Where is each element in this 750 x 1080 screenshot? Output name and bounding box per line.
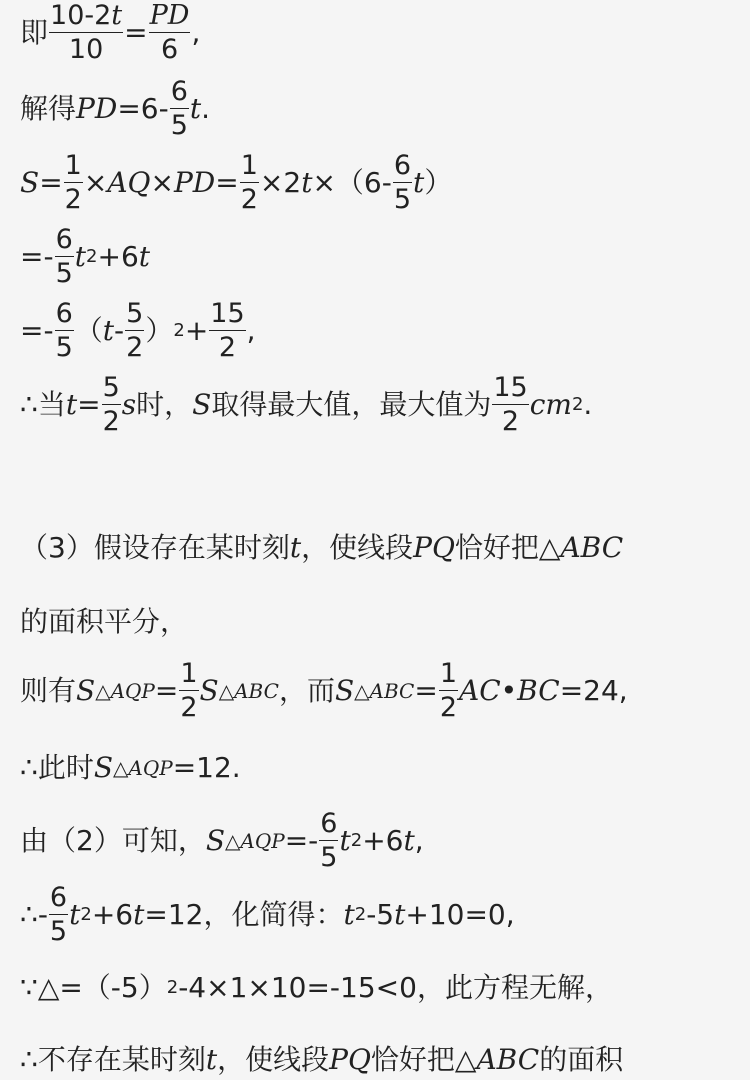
fraction bbox=[492, 371, 528, 437]
text: 恰好把△ bbox=[454, 531, 561, 564]
text: + bbox=[184, 314, 209, 347]
text: ×（6- bbox=[312, 166, 392, 199]
fraction bbox=[102, 371, 121, 437]
text: ，而 bbox=[278, 674, 335, 707]
numerator: 1 bbox=[64, 152, 83, 183]
fraction bbox=[49, 2, 123, 65]
denominator: 2 bbox=[501, 406, 520, 437]
line-7 bbox=[20, 528, 740, 568]
text: =24, bbox=[559, 674, 628, 707]
text: （ bbox=[74, 314, 103, 347]
variable: PD bbox=[76, 92, 118, 125]
variable: t bbox=[65, 388, 78, 421]
denominator: 2 bbox=[240, 184, 258, 215]
text: 解得 bbox=[20, 92, 77, 125]
numerator: 6 bbox=[319, 810, 338, 841]
variable: t bbox=[394, 898, 406, 931]
text: 的面积 bbox=[539, 1043, 624, 1076]
line-14 bbox=[20, 1040, 740, 1080]
denominator: 2 bbox=[180, 692, 198, 723]
denominator: 2 bbox=[126, 332, 144, 363]
variable: t bbox=[138, 240, 151, 273]
variable: BC bbox=[517, 674, 560, 707]
variable: cm bbox=[529, 388, 572, 421]
text: +6 bbox=[362, 824, 404, 857]
text: = bbox=[414, 674, 438, 707]
line-6: ∴当 t = $\frac{5}{2}$ s 时， S 取得最大值，最大值为 $\frac{15}{2}$ cm 2 . bbox=[20, 371, 593, 437]
text: =12. bbox=[172, 751, 241, 784]
text: . bbox=[201, 92, 211, 125]
denominator: 2 bbox=[64, 184, 82, 215]
fraction bbox=[49, 881, 68, 947]
numerator: PD bbox=[149, 2, 191, 33]
variable: t bbox=[189, 92, 202, 125]
variable: S bbox=[205, 824, 226, 857]
variable: t bbox=[343, 898, 355, 931]
variable: t bbox=[205, 1043, 218, 1076]
text: 时， bbox=[136, 388, 193, 421]
line-3 bbox=[20, 149, 740, 215]
denominator: 5 bbox=[393, 184, 412, 215]
numerator: 15 bbox=[209, 300, 245, 331]
text: ，使线段 bbox=[217, 1043, 330, 1076]
numerator: 1 bbox=[240, 152, 259, 183]
line-1 bbox=[20, 2, 740, 64]
numerator: 6 bbox=[170, 78, 189, 109]
text: × bbox=[150, 166, 174, 199]
variable: PD bbox=[173, 166, 216, 199]
denominator: 2 bbox=[218, 332, 237, 363]
denominator: 2 bbox=[102, 406, 120, 437]
line-13: ∵△=（-5） 2 -4×1×10=-15<0，此方程无解， bbox=[20, 971, 613, 1004]
text: =- bbox=[284, 824, 319, 857]
denominator: 5 bbox=[49, 916, 68, 947]
fraction bbox=[393, 149, 412, 215]
text: • bbox=[500, 674, 518, 707]
text: =- bbox=[20, 314, 54, 347]
text: , bbox=[191, 16, 201, 49]
numerator: 5 bbox=[125, 300, 144, 331]
fraction bbox=[439, 657, 458, 723]
text: =- bbox=[20, 240, 54, 273]
text: （3）假设存在某时刻 bbox=[20, 531, 290, 564]
variable: ABC bbox=[476, 1043, 540, 1076]
line-10: ∴此时 S △AQP =12. bbox=[20, 751, 241, 784]
denominator: 6 bbox=[160, 34, 179, 65]
variable: PQ bbox=[329, 1043, 371, 1076]
variable: ABC bbox=[560, 531, 624, 564]
variable: S bbox=[93, 751, 114, 784]
variable: S bbox=[334, 674, 355, 707]
text: × bbox=[83, 166, 108, 199]
text: . bbox=[583, 388, 593, 421]
fraction bbox=[209, 297, 245, 363]
text: ∵△=（-5） bbox=[20, 971, 167, 1004]
text: ∴- bbox=[20, 898, 48, 931]
text: ） bbox=[145, 314, 174, 347]
text: +10=0, bbox=[405, 898, 515, 931]
text: ∴不存在某时刻 bbox=[20, 1043, 206, 1076]
numerator: 1 bbox=[439, 660, 458, 691]
text: = bbox=[154, 674, 179, 707]
denominator: 5 bbox=[55, 258, 73, 289]
text: ∴当 bbox=[20, 388, 66, 421]
variable: S bbox=[192, 388, 212, 421]
line-11: 由（2）可知， S △AQP =- $\frac{6}{5}$ t 2 +6 t , bbox=[20, 807, 424, 873]
variable: AC bbox=[459, 674, 501, 707]
text: ） bbox=[424, 166, 453, 199]
text: ，使线段 bbox=[301, 531, 414, 564]
fraction bbox=[64, 149, 83, 215]
text: , bbox=[246, 314, 256, 347]
text: 恰好把△ bbox=[370, 1043, 477, 1076]
fraction bbox=[55, 297, 74, 363]
numerator: 6 bbox=[55, 300, 74, 331]
text: , bbox=[414, 824, 424, 857]
variable: t bbox=[74, 240, 87, 273]
variable: PQ bbox=[413, 531, 455, 564]
numerator: 6 bbox=[393, 152, 412, 183]
text: 取得最大值，最大值为 bbox=[211, 388, 492, 421]
text: 即 bbox=[20, 16, 49, 49]
text: -4×1×10=-15<0，此方程无解， bbox=[178, 971, 613, 1004]
variable: AQ bbox=[107, 166, 151, 199]
numerator: 1 bbox=[179, 660, 198, 691]
variable: t bbox=[289, 531, 302, 564]
text: 由（2）可知， bbox=[20, 824, 206, 857]
text: = bbox=[215, 166, 239, 199]
line-9: 则有 S △AQP = $\frac{1}{2}$ S △ABC ，而 S △ABC = $\frac{1}{2}$ AC • BC =24, bbox=[20, 657, 628, 723]
variable: t bbox=[301, 166, 313, 199]
line-8 bbox=[20, 602, 740, 642]
variable: t bbox=[413, 166, 425, 199]
variable: t bbox=[111, 0, 123, 31]
text: - bbox=[114, 314, 125, 347]
text: = bbox=[124, 16, 148, 49]
variable: S bbox=[76, 674, 96, 707]
denominator: 10 bbox=[68, 34, 104, 65]
text: = bbox=[77, 388, 101, 421]
line-2 bbox=[20, 75, 740, 141]
numerator: 15 bbox=[492, 374, 528, 405]
text: ×2 bbox=[259, 166, 302, 199]
text: =6- bbox=[117, 92, 169, 125]
numerator: 10-2 bbox=[50, 0, 112, 31]
denominator: 2 bbox=[439, 692, 457, 723]
variable: s bbox=[121, 388, 137, 421]
fraction bbox=[149, 2, 191, 65]
variable: t bbox=[133, 898, 145, 931]
denominator: 5 bbox=[55, 332, 73, 363]
fraction bbox=[319, 807, 338, 873]
numerator: 5 bbox=[102, 374, 121, 405]
text: =12，化简得： bbox=[144, 898, 344, 931]
numerator: 6 bbox=[55, 226, 74, 257]
variable: S bbox=[20, 166, 40, 199]
text: -5 bbox=[366, 898, 395, 931]
fraction bbox=[170, 75, 189, 141]
variable: S bbox=[199, 674, 219, 707]
numerator: 6 bbox=[49, 884, 68, 915]
text: = bbox=[39, 166, 63, 199]
denominator: 5 bbox=[320, 842, 338, 873]
text: 则有 bbox=[20, 674, 77, 707]
text: +6 bbox=[91, 898, 134, 931]
text: 的面积平分， bbox=[20, 605, 189, 638]
line-4: =- $\frac{6}{5}$ t 2 +6 t bbox=[20, 223, 151, 289]
fraction bbox=[55, 223, 74, 289]
text: ∴此时 bbox=[20, 751, 94, 784]
fraction bbox=[179, 657, 198, 723]
fraction bbox=[240, 149, 259, 215]
variable: t bbox=[69, 898, 81, 931]
denominator: 5 bbox=[170, 110, 188, 141]
fraction bbox=[125, 297, 144, 363]
variable: t bbox=[339, 824, 351, 857]
text: +6 bbox=[97, 240, 139, 273]
variable: t bbox=[102, 314, 115, 347]
variable: t bbox=[403, 824, 415, 857]
line-5: =- $\frac{6}{5}$ （ t - $\frac{5}{2}$ ） 2 + $\frac{15}{2}$ , bbox=[20, 297, 256, 363]
line-12: ∴- $\frac{6}{5}$ t 2 +6 t =12，化简得： t 2 -5 t +10=0, bbox=[20, 881, 515, 947]
